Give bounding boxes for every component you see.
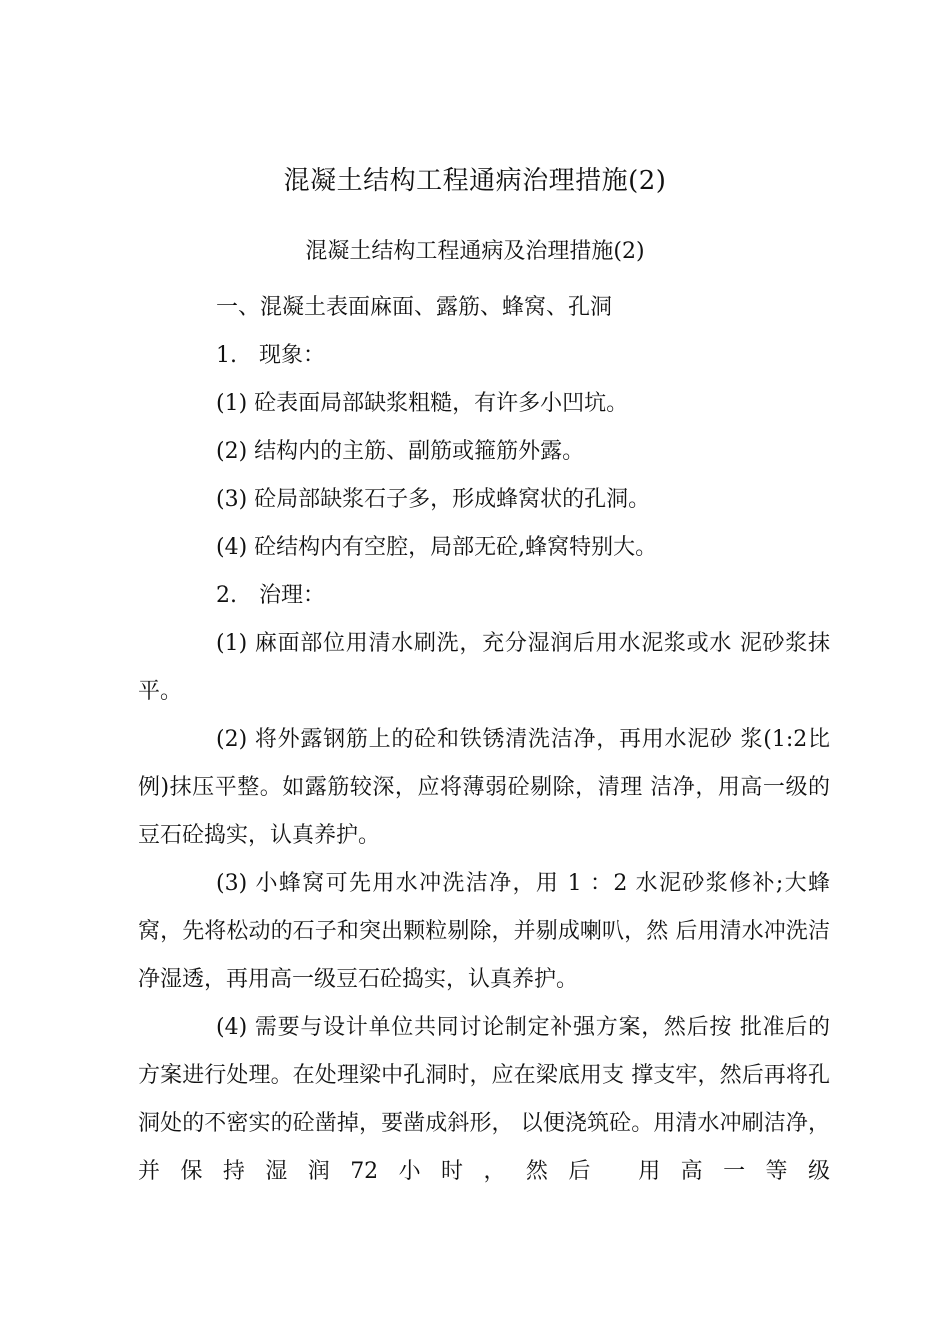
document-body <box>138 284 830 1196</box>
list-item: (3) 砼局部缺浆石子多，形成蜂窝状的孔洞。 <box>216 487 651 512</box>
document-subtitle: 混凝土结构工程通病及治理措施(2) <box>305 239 645 264</box>
document-title: 混凝土结构工程通病治理措施(2) <box>283 166 667 196</box>
body-paragraph: (2) 将外露钢筋上的砼和铁锈清洗洁净，再用水泥砂 浆(1:2比例)抹压平整。如露筋较深，应将薄弱砼剔除，清理 洁净，用高一级的豆石砼捣实，认真养护。 <box>138 727 830 848</box>
list-item: (4) 砼结构内有空腔，局部无砼,蜂窝特别大。 <box>216 535 658 560</box>
body-paragraph: (1) 麻面部位用清水刷洗，充分湿润后用水泥浆或水 泥砂浆抹平。 <box>138 631 830 704</box>
list-item: (1) 砼表面局部缺浆粗糙，有许多小凹坑。 <box>216 391 629 416</box>
section-heading: 一、混凝土表面麻面、露筋、蜂窝、孔洞 <box>216 295 613 320</box>
body-paragraph: (4) 需要与设计单位共同讨论制定补强方案，然后按 批准后的方案进行处理。在处理梁中孔洞时，应在梁底用支 撑支牢，然后再将孔洞处的不密实的砼凿掉，要凿成斜形， 以便浇筑砼。用清水冲刷洁净，并保持湿润72小时，然后 用高一等级 <box>138 1015 830 1184</box>
subsection-heading: 1. 现象： <box>216 343 325 368</box>
subsection-heading: 2. 治理： <box>216 583 325 608</box>
body-paragraph: (3) 小蜂窝可先用水冲洗洁净，用 1 ：2 水泥砂浆修补;大蜂窝，先将松动的石子和突出颗粒剔除，并剔成喇叭，然 后用清水冲洗洁净湿透，再用高一级豆石砼捣实，认真养护。 <box>138 871 830 992</box>
list-item: (2) 结构内的主筋、副筋或箍筋外露。 <box>216 439 585 464</box>
